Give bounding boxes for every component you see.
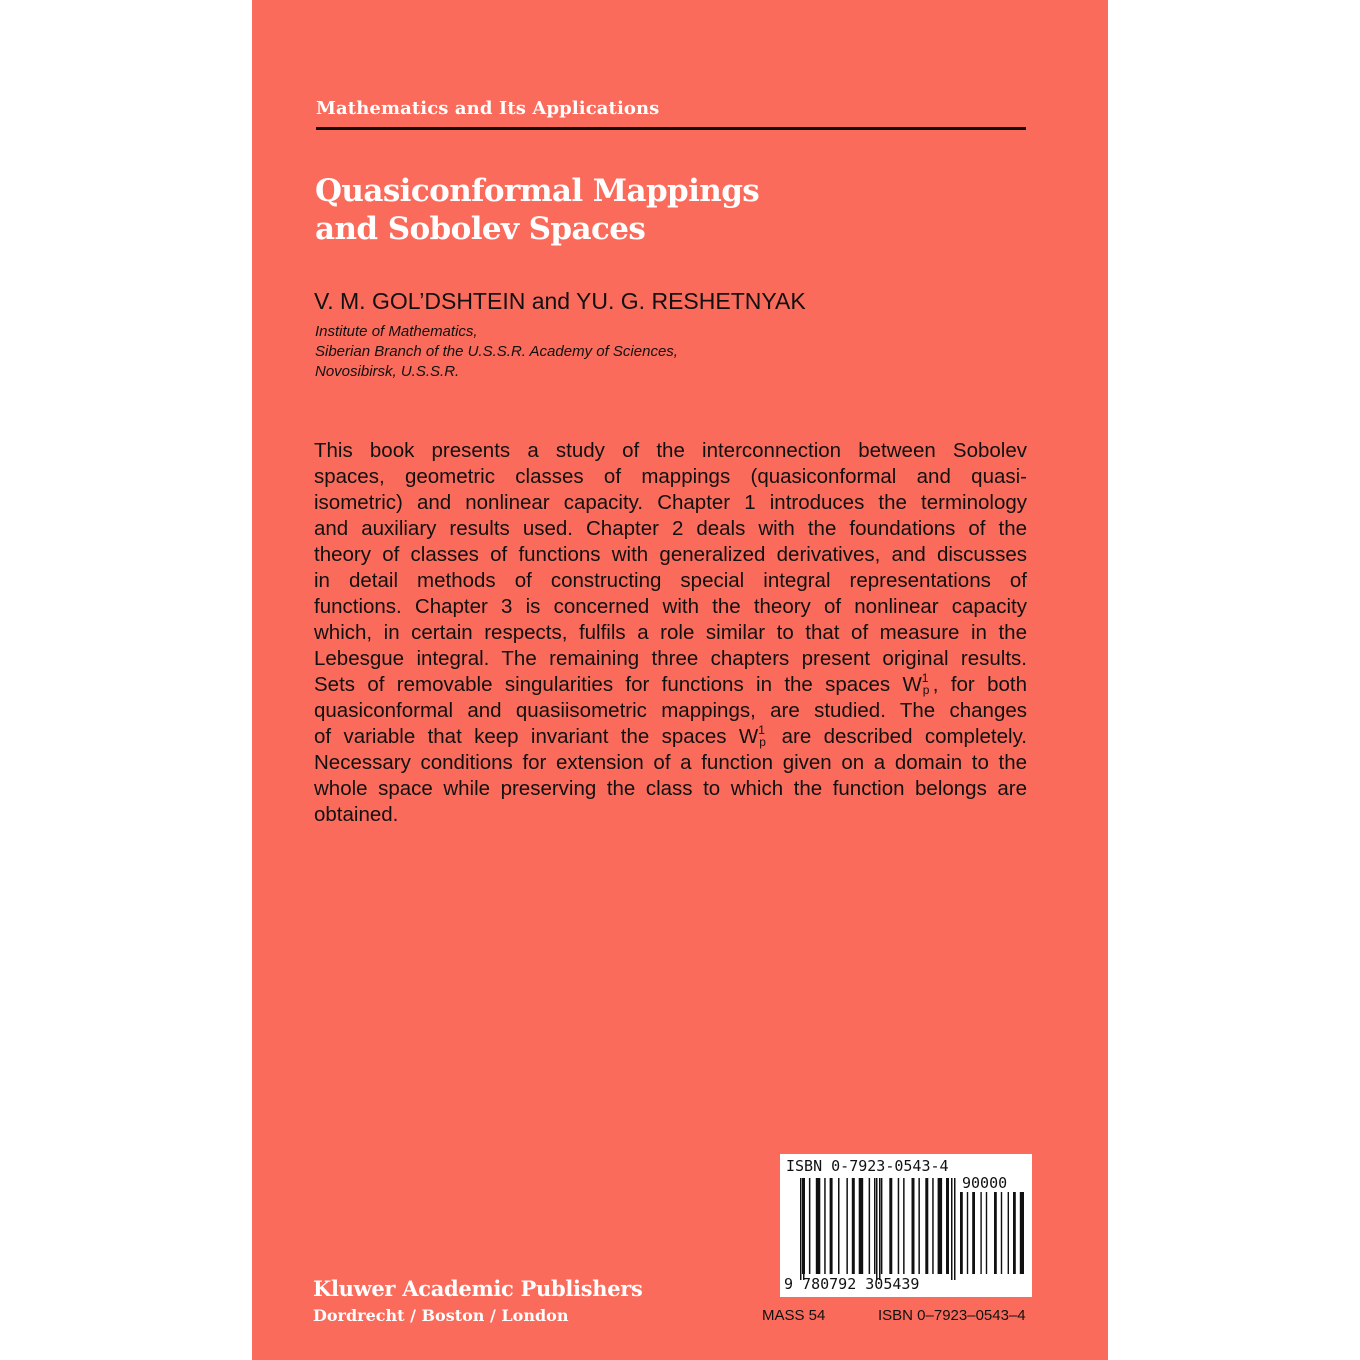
affiliation [315,322,678,382]
barcode-bar [889,1178,892,1274]
barcode-bar [986,1192,987,1274]
description-text: are described completely. [769,725,1027,748]
description-line: quasiconformal and quasiisometric mappings, are studied. The changes [314,699,1027,722]
barcode-bar [830,1178,833,1274]
barcode-bar [800,1178,802,1280]
barcode-bar [972,1192,975,1274]
description-line: which, in certain respects, fulfils a role similar to that of measure in the [314,621,1027,644]
barcode-bar [1013,1192,1016,1274]
barcode-bar [980,1192,981,1274]
barcode-bar [809,1178,811,1274]
barcode-bar [967,1192,968,1274]
barcode-bar [1001,1192,1002,1274]
affiliation-line-1: Institute of Mathematics, [315,323,478,340]
barcode-bar [1020,1192,1024,1274]
affiliation-line-3: Novosibirsk, U.S.S.R. [315,363,460,380]
header-rule [316,127,1026,130]
title-line-2: and Sobolev Spaces [315,211,646,247]
description-line: theory of classes of functions with generalized derivatives, and discusses [314,543,1027,566]
barcode-bar [1008,1192,1009,1274]
barcode-bar [903,1178,905,1274]
barcode-bar [912,1178,915,1274]
barcode-bar [874,1178,876,1274]
description-line-sobolev-1 [314,672,1027,698]
book-description [314,438,1027,828]
barcode-bar [960,1192,963,1274]
description-line: obtained. [314,803,399,826]
barcode [780,1154,1032,1297]
sobolev-index [921,671,933,697]
barcode-bar [852,1178,855,1274]
description-text: Sets of removable singularities for functions in the spaces W [314,673,922,696]
title-line-1: Quasiconformal Mappings [315,173,760,209]
description-line: isometric) and nonlinear capacity. Chapter 1 introduces the terminology [314,491,1027,514]
publisher-cities: Dordrecht / Boston / London [313,1306,569,1325]
barcode-bar [994,1192,997,1274]
description-line: functions. Chapter 3 is concerned with the theory of nonlinear capacity [314,595,1027,618]
affiliation-line-2: Siberian Branch of the U.S.S.R. Academy of Sciences, [315,343,678,360]
description-line-sobolev-2 [314,724,1027,750]
description-line: This book presents a study of the interconnection between Sobolev [314,439,1027,462]
barcode-bar [876,1178,878,1280]
sobolev-subscript: p [759,735,766,749]
barcode-bar [824,1178,826,1274]
barcode-bar [946,1178,949,1274]
description-line: spaces, geometric classes of mappings (quasiconformal and quasi- [314,465,1027,488]
book-back-cover [252,0,1108,1360]
barcode-bar [838,1178,840,1274]
barcode-bar [898,1178,900,1274]
barcode-bar [879,1178,881,1280]
series-name: Mathematics and Its Applications [316,98,660,119]
barcode-bar [859,1178,864,1274]
barcode-bar [881,1178,883,1274]
description-line: Necessary conditions for extension of a function given on a domain to the [314,751,1027,774]
barcode-bar [925,1178,928,1274]
sobolev-index [758,723,769,749]
barcode-bar [951,1178,953,1280]
description-line: in detail methods of constructing special integral representations of [314,569,1027,592]
sobolev-subscript: p [922,683,930,697]
sobolev-superscript: 1 [921,671,929,685]
barcode-bar [846,1178,848,1274]
barcode-isbn-text: ISBN 0-7923-0543-4 [786,1157,949,1175]
series-number: MASS 54 [762,1307,826,1324]
barcode-bar [954,1178,956,1280]
barcode-bar [869,1178,871,1274]
authors: V. M. GOL’DSHTEIN and YU. G. RESHETNYAK [314,288,806,314]
barcode-bar [816,1178,821,1274]
book-title [315,172,759,248]
barcode-ean-number: 9 780792 305439 [784,1275,920,1293]
barcode-bar [918,1178,920,1274]
barcode-bar [938,1178,943,1274]
isbn-footer: ISBN 0–7923–0543–4 [878,1307,1026,1324]
barcode-bar [932,1178,934,1274]
description-text: , for both [932,673,1027,696]
sobolev-superscript: 1 [758,723,765,737]
barcode-addon-number: 90000 [962,1174,1008,1192]
description-line: whole space while preserving the class to which the function belongs are [314,777,1027,800]
barcode-bar [803,1178,805,1280]
description-text: of variable that keep invariant the spaces W [314,725,759,748]
description-line: and auxiliary results used. Chapter 2 deals with the foundations of the [314,517,1027,540]
description-line: Lebesgue integral. The remaining three chapters present original results. [314,647,1027,670]
publisher-name: Kluwer Academic Publishers [313,1276,643,1301]
